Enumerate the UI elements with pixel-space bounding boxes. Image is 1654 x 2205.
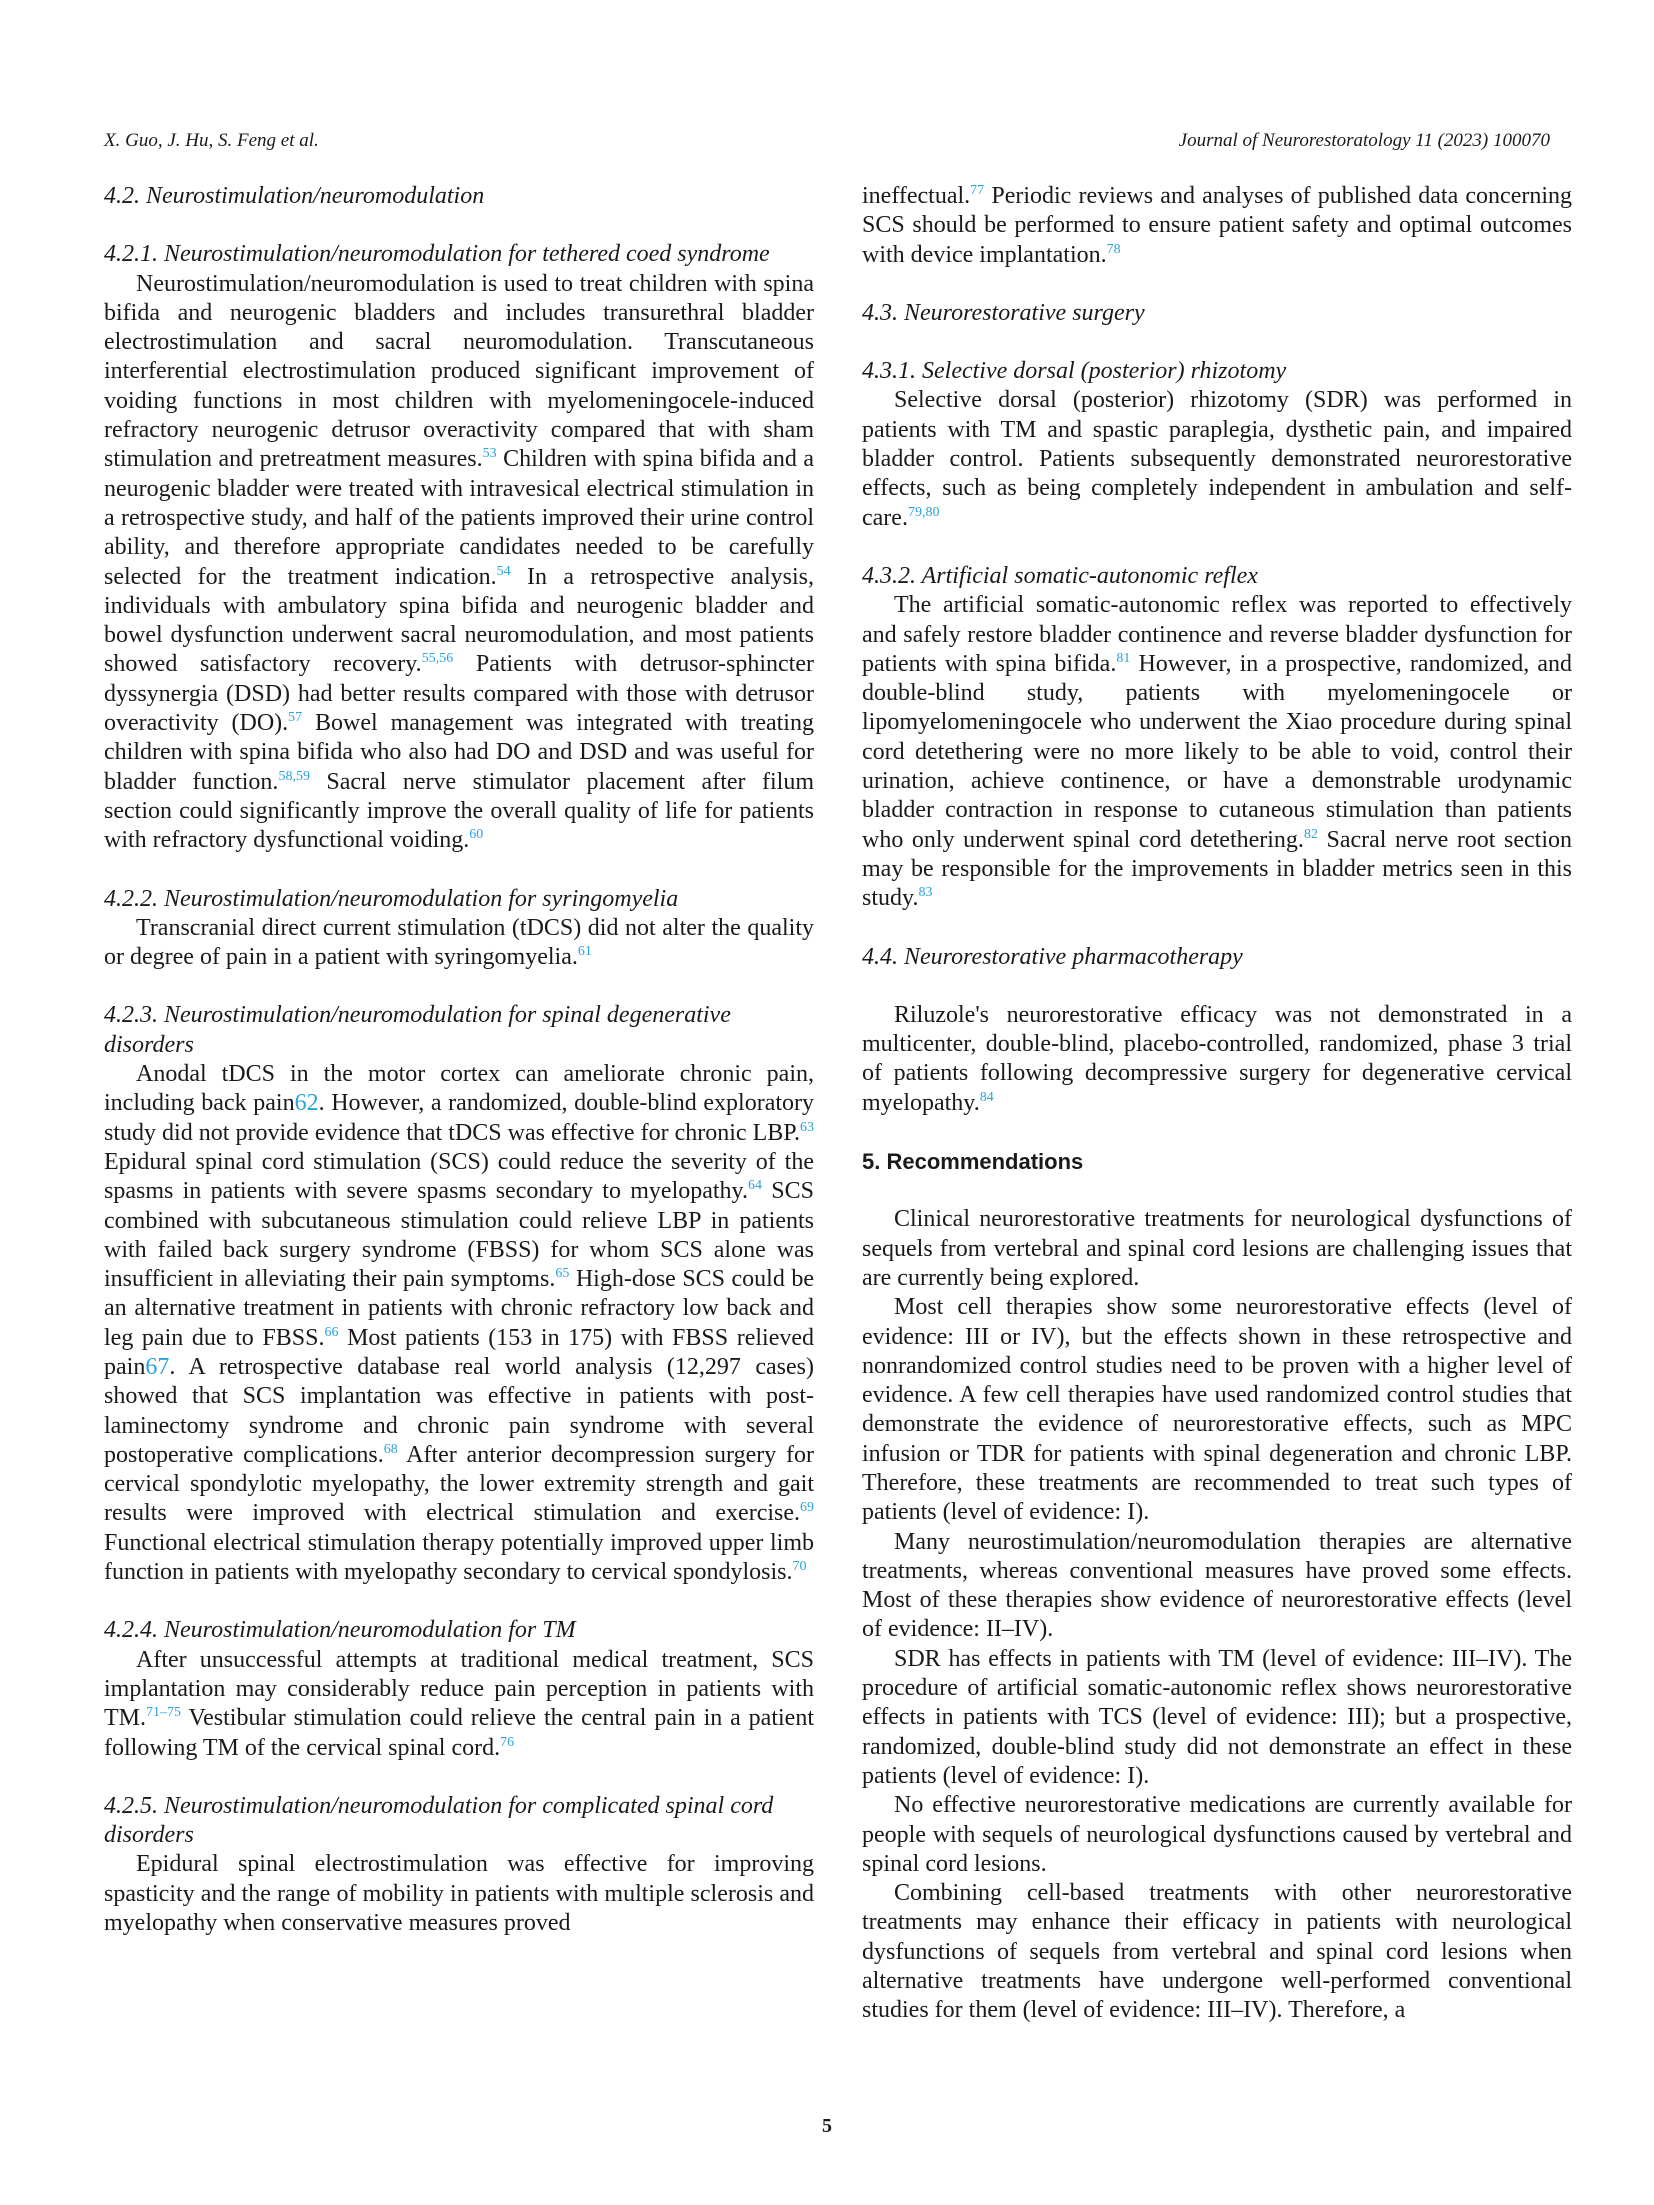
right-column [862,182,1572,2026]
section-heading-4-4: 4.4. Neurorestorative pharmacotherapy [862,943,1243,970]
citation-link[interactable]: 66 [324,1324,339,1340]
paragraph-4-3-2: The artificial somatic-autonomic reflex was reported to effectively and safely restore bladder continence and reverse bladder dysfunction for patients with spina bifida.$^{81}$ However, in a prospective, randomized, and double-blind study, patients with myelomeningocele or lipomyelomeningocele who underwent the Xiao procedure during spinal cord detethering were no more likely to be able to void, control their urination, achieve continence, or have a demonstrable urodynamic bladder contraction in response to cutaneous stimulation than patients who only underwent spinal cord detethering.$^{82}$ Sacral nerve root section may be responsible for the improvements in bladder metrics seen in this study.$^{83}$ [862,592,1572,912]
subsection-heading-4-2-4: 4.2.4. Neurostimulation/neuromodulation for TM [104,1617,576,1644]
paragraph-5-4: SDR has effects in patients with TM (level of evidence: III–IV). The procedure of artificial somatic-autonomic reflex shows neurorestorative effects in patients with TCS (level of evidence: III); but a prospective, randomized, double-blind study did not demonstrate an effect in these patients (level of evidence: I). [862,1645,1572,1789]
subsection-heading-4-3-2: 4.3.2. Artificial somatic-autonomic reflex [862,562,1258,589]
citation-link[interactable]: 64 [748,1178,762,1194]
paragraph-4-3-1: Selective dorsal (posterior) rhizotomy (SDR) was performed in patients with TM and spastic paraplegia, dysthetic pain, and impaired bladder control. Patients subsequently demonstrated neurorestorative effects, such as being completely independent in ambulation and self-care.$^{79,80}$ [862,387,1572,531]
citation-link[interactable]: 79,80 [907,504,940,520]
citation-link[interactable]: 78 [1106,241,1121,257]
paragraph-5-3: Many neurostimulation/neuromodulation therapies are alternative treatments, whereas conventional measures have proved some effects. Most of these therapies show evidence of neurorestorative effects (level of evidence: II–IV). [862,1528,1572,1643]
citation-link[interactable]: 54 [496,563,511,579]
paragraph-5-5: No effective neurorestorative medications are currently available for people with sequels of neurological dysfunctions caused by vertebral and spinal cord lesions. [862,1792,1572,1877]
citation-link[interactable]: 83 [918,885,933,901]
citation-link[interactable]: 69 [800,1500,814,1516]
paragraph-4-2-4: After unsuccessful attempts at traditional medical treatment, SCS implantation may considerably reduce pain perception in patients with TM.$^{71-75}$ Vestibular stimulation could relieve the central pain in a patient following TM of the cervical spinal cord.$^{76}$ [104,1646,814,1761]
citation-link[interactable]: 84 [979,1089,994,1105]
paragraph-4-2-1: Neurostimulation/neuromodulation is used to treat children with spina bifida and neurogenic bladders and includes transurethral bladder electrostimulation and sacral neuromodulation. Transcutaneous interferential electrostimulation produced significant improvement of voiding functions in most children with myelomeningocele-induced refractory neurogenic detrusor overactivity compared that with sham stimulation and pretreatment measures.$^{53}$ Children with spina bifida and a neurogenic bladder were treated with intravesical electrical stimulation in a retrospective study, and half of the patients improved their urine control ability, and therefore appropriate candidates needed to be carefully selected for the treatment indication.$^{54}$ In a retrospective analysis, individuals with ambulatory spina bifida and neurogenic bladder and bowel dysfunction underwent sacral neuromodulation, and most patients showed satisfactory recovery.$^{55,56}$ Patients with detrusor-sphincter dyssynergia (DSD) had better results compared with those with detrusor overactivity (DO).$^{57}$ Bowel management was integrated with treating children with spina bifida who also had DO and DSD and was useful for bladder function.$^{58,59}$ Sacral nerve stimulator placement after filum section could significantly improve the overall quality of life for patients with refractory dysfunctional voiding.$^{60}$ [104,270,814,854]
subsection-heading-4-2-3: 4.2.3. Neurostimulation/neuromodulation for spinal degenerative disorders [104,1002,731,1058]
paragraph-4-2-2: Transcranial direct current stimulation (tDCS) did not alter the quality or degree of pain in a patient with syringomyelia.$^{61}$ [104,914,814,971]
section-heading-5: 5. Recommendations [862,1149,1084,1175]
subsection-heading-4-2-5: 4.2.5. Neurostimulation/neuromodulation for complicated spinal cord disorders [104,1792,774,1849]
paragraph-5-6: Combining cell-based treatments with other neurorestorative treatments may enhance their efficacy in patients with neurological dysfunctions of sequels from vertebral and spinal cord lesions when alternative treatments have undergone well-performed conventional studies for them (level of evidence: III–IV). Therefore, a [862,1880,1572,2024]
section-heading-4-3: 4.3. Neurorestorative surgery [862,299,1145,326]
citation-link[interactable]: 62 [294,1090,319,1117]
subsection-heading-4-3-1: 4.3.1. Selective dorsal (posterior) rhizotomy [862,358,1287,385]
citation-link[interactable]: 63 [800,1119,814,1135]
section-heading-4-2: 4.2. Neurostimulation/neuromodulation [104,183,485,209]
paragraph-5-1: Clinical neurorestorative treatments for neurological dysfunctions of sequels from vertebral and spinal cord lesions are challenging issues that are currently being explored. [862,1206,1572,1291]
page-number: 5 [822,2115,832,2137]
citation-link[interactable]: 60 [469,827,484,843]
running-head-authors: X. Guo, J. Hu, S. Feng et al. [104,130,319,151]
paragraph-4-2-5: Epidural spinal electrostimulation was effective for improving spasticity and the range of mobility in patients with multiple sclerosis and myelopathy when conservative measures proved [104,1851,814,1937]
citation-link[interactable]: 71–75 [146,1705,181,1721]
left-column [104,182,814,1938]
citation-link[interactable]: 81 [1116,650,1131,666]
subsection-heading-4-2-1: 4.2.1. Neurostimulation/neuromodulation for tethered coed syndrome [104,241,770,268]
running-head-journal: Journal of Neurorestoratology 11 (2023) 100070 [1178,130,1550,151]
citation-link[interactable]: 58,59 [278,768,310,784]
paragraph-5-2: Most cell therapies show some neurorestorative effects (level of evidence: III or IV), but the effects shown in these retrospective and nonrandomized control studies need to be proven with a higher level of evidence. A few cell therapies have used randomized control studies that demonstrate the evidence of neurorestorative effects, such as MPC infusion or TDR for patients with spinal degeneration and chronic LBP. Therefore, these treatments are recommended to treat such types of patients (level of evidence: I). [862,1294,1572,1526]
paragraph-4-4: Riluzole's neurorestorative efficacy was not demonstrated in a multicenter, double-blind, placebo-controlled, randomized, phase 3 trial of patients following decompressive surgery for degenerative cervical myelopathy.$^{84}$ [862,1001,1572,1116]
citation-link[interactable]: 70 [792,1559,807,1575]
citation-link[interactable]: 82 [1303,826,1318,842]
paragraph-4-2-5-continued: ineffectual.$^{77}$ Periodic reviews and analyses of published data concerning SCS should be performed to ensure patient safety and optimal outcomes with device implantation.$^{78}$ [862,183,1572,268]
citation-link[interactable]: 68 [383,1441,398,1457]
citation-link[interactable]: 65 [555,1266,570,1282]
citation-link[interactable]: 77 [970,183,985,198]
citation-link[interactable]: 55,56 [421,651,454,667]
citation-link[interactable]: 76 [500,1734,515,1750]
paragraph-4-2-3: Anodal tDCS in the motor cortex can ameliorate chronic pain, including back pain62. However, a randomized, double-blind exploratory study did not provide evidence that tDCS was effective for chronic LBP.$^{63}$ Epidural spinal cord stimulation (SCS) could reduce the severity of the spasms in patients with severe spasms secondary to myelopathy.$^{64}$ SCS combined with subcutaneous stimulation could relieve LBP in patients with failed back surgery syndrome (FBSS) for whom SCS alone was insufficient in alleviating their pain symptoms.$^{65}$ High-dose SCS could be an alternative treatment in patients with chronic refractory low back and leg pain due to FBSS.$^{66}$ Most patients (153 in 175) with FBSS relieved pain67. A retrospective database real world analysis (12,297 cases) showed that SCS implantation was effective in patients with post-laminectomy syndrome and chronic pain syndrome with several postoperative complications.$^{68}$ After anterior decompression surgery for cervical spondylotic myelopathy, the lower extremity strength and gait results were improved with electrical stimulation and exercise.$^{69}$ Functional electrical stimulation therapy potentially improved upper limb function in patients with myelopathy secondary to cervical spondylosis.$^{70}$ [104,1061,815,1586]
citation-link[interactable]: 61 [577,944,592,960]
citation-link[interactable]: 57 [288,710,303,726]
citation-link[interactable]: 53 [482,446,497,462]
citation-link[interactable]: 67 [145,1353,170,1380]
subsection-heading-4-2-2: 4.2.2. Neurostimulation/neuromodulation for syringomyelia [104,885,679,912]
